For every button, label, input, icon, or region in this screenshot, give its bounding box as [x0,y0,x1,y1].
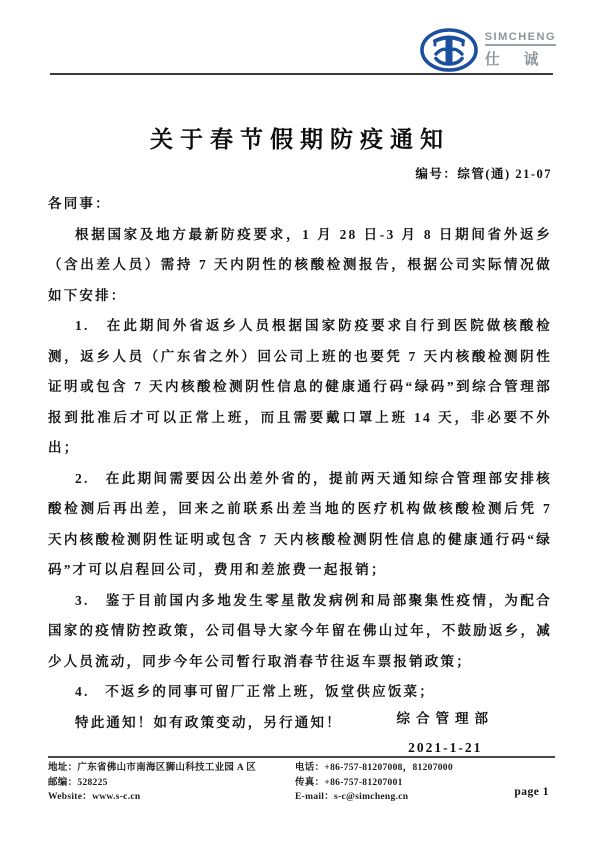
email-label: E-mail： [295,792,335,802]
footer-divider [48,756,555,758]
address-value: 广东省佛山市南海区狮山科技工业园 A 区 [77,763,256,773]
footer-zipcode-row [48,776,295,791]
paragraph-item-3: 3. 鉴于目前国内多地发生零星散发病例和局部聚集性疫情，为配合国家的疫情防控政策，公司倡导大家今年留在佛山过年，不鼓励返乡，减少人员流动，同步今年公司暂行取消春节往返车票报销政策； [48,592,552,669]
brand-name-en: SIMCHENG [485,31,556,46]
email-value: s-c@simcheng.cn [334,792,409,802]
paragraph-item-1: 1. 在此期间外省返乡人员根据国家防疫要求自行到医院做核酸检测，返乡人员（广东省之外）回公司上班的也要凭 7 天内核酸检测阴性证明或包含 7 天内核酸检测阴性信息的健康通行码“绿码”到综合管理部报到批准后才可以正常上班，而且需要戴口罩上班 14 天，非必要不外出； [48,318,552,455]
zipcode-label: 邮编： [48,777,78,788]
signature-department: 综合管理部 [396,711,494,726]
company-logo [419,27,556,73]
phone-value: +86-757-81207008，81207000 [324,763,453,773]
page-number: page 1 [514,786,549,798]
paragraph-item-2: 2. 在此期间需要因公出差外省的，提前两天通知综合管理部安排核酸检测后再出差，回来之前联系出差当地的医疗机构做核酸检测后凭 7 天内核酸检测阴性证明或包含 7 天内核酸检测阴性信息的健康通行码“绿码”才可以启程回公司，费用和差旅费一起报销； [48,470,552,577]
paragraph-closing: 特此通知！如有政策变动，另行通知！ [75,714,342,730]
signature-date: 2021-1-21 [408,740,483,755]
salutation: 各同事： [48,196,111,211]
zipcode-value: 528225 [77,777,108,788]
footer-phone-row [295,761,555,776]
footer [48,761,555,805]
fax-value: +86-757-81207001 [324,777,403,788]
phone-label: 电话： [295,763,325,773]
sc-monogram-icon [419,27,479,73]
website-label: Website： [48,792,93,802]
footer-address-row [48,761,295,776]
paragraph-item-4: 4. 不返乡的同事可留厂正常上班，饭堂供应饭菜； [75,684,435,699]
notice-body [48,189,552,738]
fax-label: 传真： [295,777,325,788]
signature-block [397,704,495,762]
footer-website-row [48,790,295,805]
paragraph-intro: 根据国家及地方最新防疫要求，1 月 28 日-3 月 8 日期间省外返乡（含出差人员）需持 7 天内阴性的核酸检测报告，根据公司实际情况做如下安排： [48,226,552,303]
notice-title: 关于春节假期防疫通知 [150,127,450,152]
doc-number: 编号：综管(通) 21-07 [415,167,552,181]
address-label: 地址： [48,763,78,773]
brand-name-cn: 仕 诚 [484,52,549,68]
header-divider [50,73,553,75]
website-value: www.s-c.cn [92,792,141,802]
